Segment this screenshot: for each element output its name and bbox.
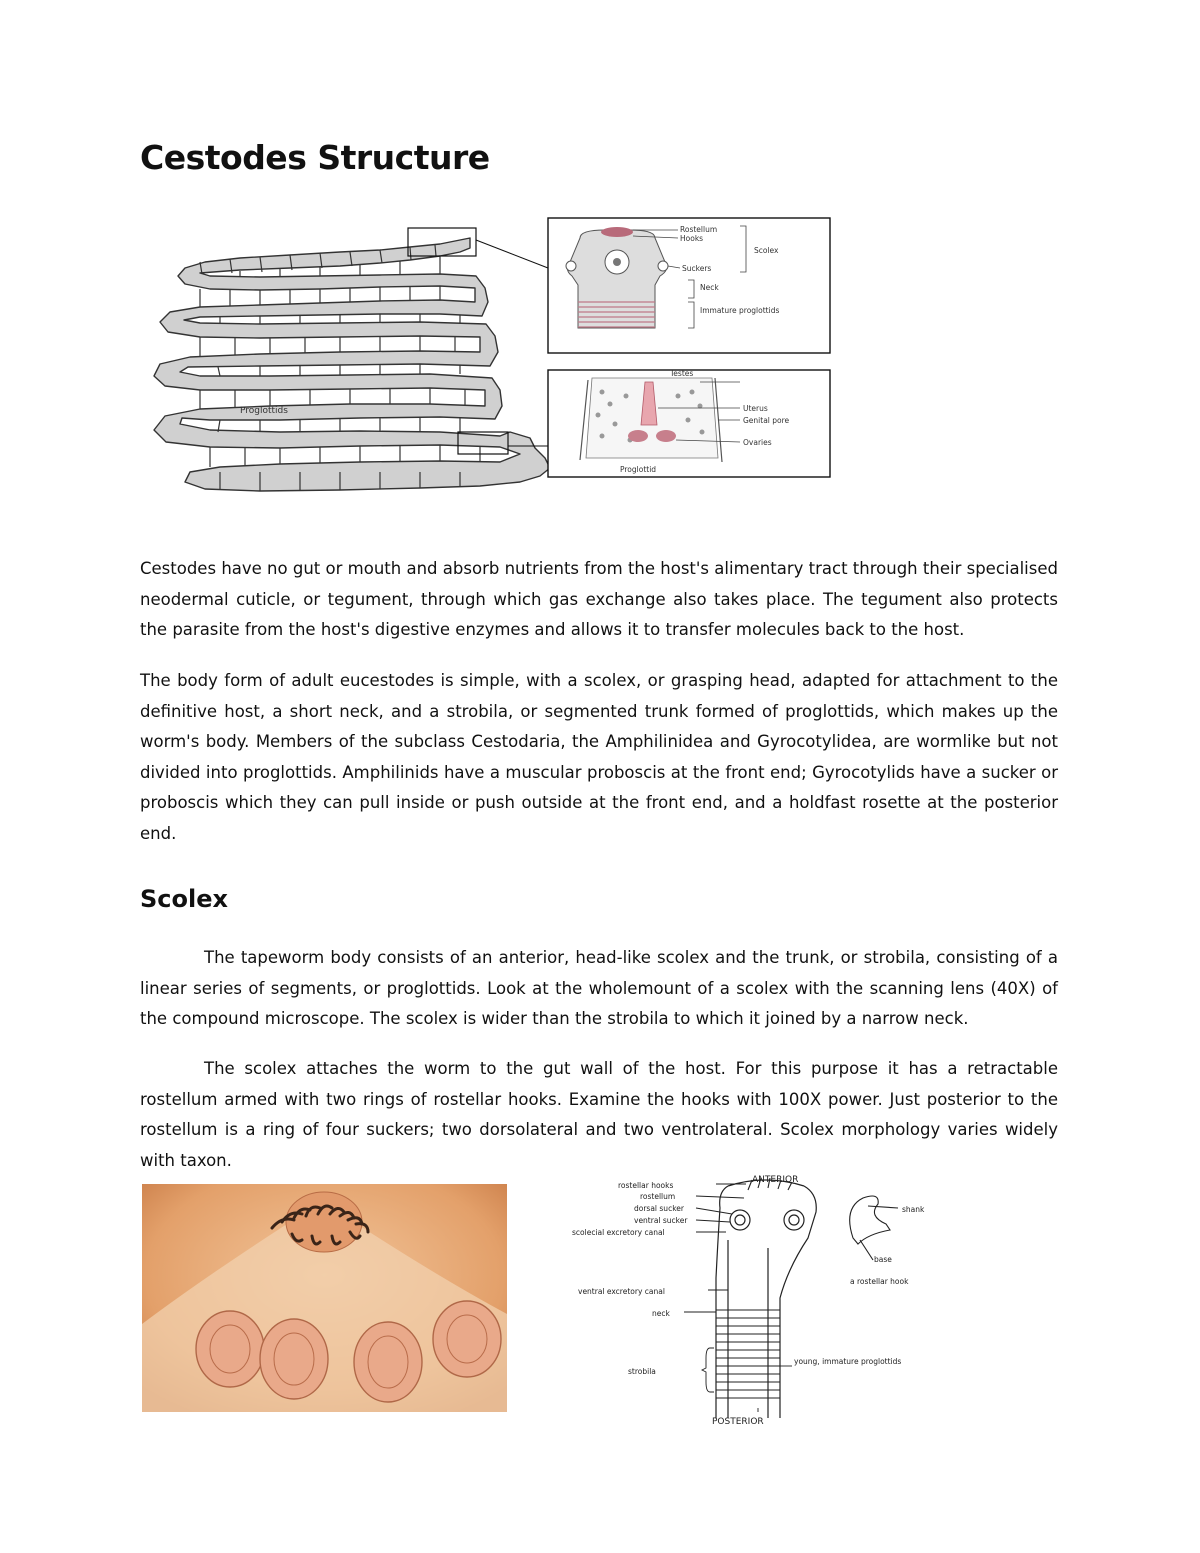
paragraph-scolex-attachment: The scolex attaches the worm to the gut wall of the host. For this purpose it has a retractable rostellum armed with two rings of rostellar hooks. Examine the hooks with 100X power. Just posterior to the rostellum is a ring of four suckers; two dorsolateral and two ventrolateral. Scolex morphology varies widely with taxon. bbox=[140, 1059, 1058, 1170]
neck-label-2: neck bbox=[652, 1309, 670, 1318]
ventral-canal-label: ventral excretory canal bbox=[578, 1287, 665, 1296]
page-title: Cestodes Structure bbox=[140, 138, 490, 177]
scolex-label: Scolex bbox=[754, 246, 779, 255]
paragraph-nutrition: Cestodes have no gut or mouth and absorb nutrients from the host's alimentary tract through their specialised neodermal cuticle, or tegument, through which gas exchange also takes place. The tegument also protects the parasite from the host's digestive enzymes and allows it to transfer molecules back to the host. bbox=[140, 559, 1058, 639]
anterior-label: ANTERIOR bbox=[752, 1175, 799, 1185]
ventral-sucker-label: ventral sucker bbox=[634, 1216, 688, 1225]
neck-label: Neck bbox=[700, 283, 719, 292]
paragraph-tapeworm-body: The tapeworm body consists of an anterior, head-like scolex and the trunk, or strobila, consisting of a linear series of segments, or proglottids. Look at the wholemount of a scolex with the scanning lens (40X) of the compound microscope. The scolex is wider than the strobila to which it joined by a narrow neck. bbox=[140, 948, 1058, 1028]
rostellum-label-2: rostellum bbox=[640, 1192, 676, 1201]
scolex-diagram bbox=[568, 1168, 948, 1430]
tapeworm-figure bbox=[140, 210, 840, 500]
proglottid-inset bbox=[548, 369, 830, 477]
strobila-label: strobila bbox=[628, 1367, 656, 1376]
young-proglottids-label: young, immature proglottids bbox=[794, 1357, 902, 1366]
section-heading-scolex: Scolex bbox=[140, 885, 228, 913]
rostellar-hooks-label: rostellar hooks bbox=[618, 1181, 674, 1190]
immature-proglottids-label: Immature proglottids bbox=[700, 306, 780, 315]
testes-label: Testes bbox=[670, 369, 694, 378]
genital-pore-label: Genital pore bbox=[743, 416, 790, 425]
hook-detail bbox=[850, 1196, 898, 1260]
shank-label: shank bbox=[902, 1205, 925, 1214]
hooks-label: Hooks bbox=[680, 234, 704, 243]
ovaries-label: Ovaries bbox=[743, 438, 772, 447]
base-label: base bbox=[874, 1255, 892, 1264]
suckers-label: Suckers bbox=[682, 264, 712, 273]
rostellum-label: Rostellum bbox=[680, 225, 718, 234]
scolex-inset bbox=[548, 218, 830, 353]
posterior-label: POSTERIOR bbox=[712, 1417, 764, 1427]
proglottids-label: Proglottids bbox=[240, 406, 288, 416]
uterus-label: Uterus bbox=[743, 404, 768, 413]
proglottid-label: Proglottid bbox=[620, 465, 657, 474]
scolex-micrograph bbox=[142, 1184, 507, 1412]
dorsal-sucker-label: dorsal sucker bbox=[634, 1204, 684, 1213]
paragraph-body-form: The body form of adult eucestodes is simple, with a scolex, or grasping head, adapted for attachment to the definitive host, a short neck, and a strobila, or segmented trunk formed of proglottids, which makes up the worm's body. Members of the subclass Cestodaria, the Amphilinidea and Gyrocotylidea, are wormlike but not divided into proglottids. Amphilinids have a muscular proboscis at the front end; Gyrocotylids have a sucker or proboscis which they can pull inside or push outside at the front end, and a holdfast rosette at the posterior end. bbox=[140, 671, 1058, 843]
scolecial-canal-label: scolecial excretory canal bbox=[572, 1228, 665, 1237]
rostellar-hook-label: a rostellar hook bbox=[850, 1277, 909, 1286]
tapeworm-body bbox=[154, 238, 550, 491]
